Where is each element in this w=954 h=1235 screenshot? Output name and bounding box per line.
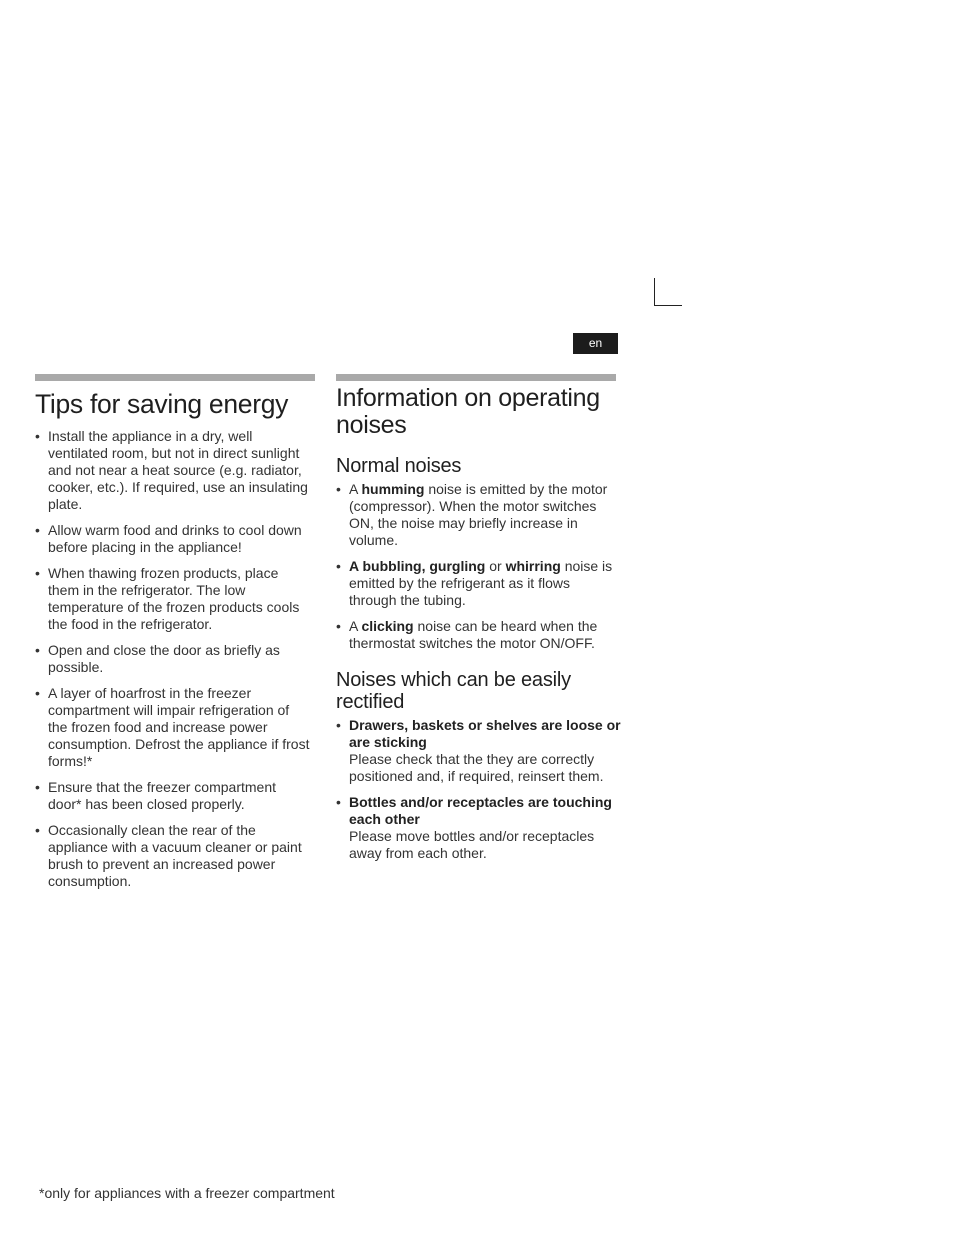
- list-item: [336, 558, 621, 609]
- item-text: noise is emitted by the refrigerant as it flows through the tubing.: [349, 558, 613, 608]
- item-title: • Drawers, baskets or shelves are loose or are sticking: [349, 717, 621, 750]
- item-keyword: humming: [361, 481, 425, 497]
- item-keyword: clicking: [361, 618, 414, 634]
- item-text: A: [349, 618, 358, 634]
- list-item: • A layer of hoarfrost in the freezer compartment will impair refrigeration of the frozen food and increase power consumption. Defrost the appliance if frost forms!*: [35, 685, 310, 770]
- footnote: *only for appliances with a freezer compartment: [39, 1185, 335, 1201]
- right-section-rule: [336, 374, 616, 381]
- item-keyword: A bubbling, gurgling: [349, 558, 486, 574]
- list-item: • Install the appliance in a dry, well ventilated room, but not in direct sunlight and not near a heat source (e.g. radiator, cooker, etc.). If required, use an insulating plate.: [35, 428, 310, 513]
- list-item: [336, 717, 621, 785]
- list-item: • Open and close the door as briefly as possible.: [35, 642, 310, 676]
- energy-tips-list: [35, 428, 310, 890]
- operating-noises-section: [336, 385, 621, 871]
- rectifiable-noises-heading: Noises which can be easily rectified: [336, 669, 571, 713]
- item-text: noise is emitted by the motor (compressor). When the motor switches ON, the noise may briefly increase in volume.: [349, 481, 608, 548]
- normal-noises-list: [336, 481, 621, 652]
- item-text: or: [489, 558, 502, 574]
- item-title: • Bottles and/or receptacles are touching each other: [349, 794, 612, 827]
- energy-tips-section: [35, 385, 310, 899]
- list-item: • Occasionally clean the rear of the appliance with a vacuum cleaner or paint brush to prevent an increased power consumption.: [35, 822, 310, 890]
- energy-tips-title: Tips for saving energy: [35, 389, 289, 419]
- list-item: [336, 794, 621, 862]
- rectifiable-noises-list: [336, 717, 621, 862]
- list-item: [336, 481, 621, 549]
- list-item: • Ensure that the freezer compartment door* has been closed properly.: [35, 779, 310, 813]
- item-text: Please move bottles and/or receptacles away from each other.: [349, 828, 595, 861]
- item-text: Please check that the they are correctly positioned and, if required, reinsert them.: [349, 751, 604, 784]
- item-text: noise can be heard when the thermostat switches the motor ON/OFF.: [349, 618, 598, 651]
- item-text: A: [349, 481, 358, 497]
- language-badge: en: [573, 333, 618, 354]
- list-item: [336, 618, 621, 652]
- normal-noises-heading: Normal noises: [336, 455, 462, 477]
- left-section-rule: [35, 374, 315, 381]
- item-keyword: whirring: [505, 558, 561, 574]
- operating-noises-title: Information on operating noises: [336, 384, 600, 439]
- crop-mark: [654, 278, 682, 306]
- list-item: • Allow warm food and drinks to cool down before placing in the appliance!: [35, 522, 310, 556]
- list-item: • When thawing frozen products, place them in the refrigerator. The low temperature of the frozen products cools the food in the refrigerator.: [35, 565, 310, 633]
